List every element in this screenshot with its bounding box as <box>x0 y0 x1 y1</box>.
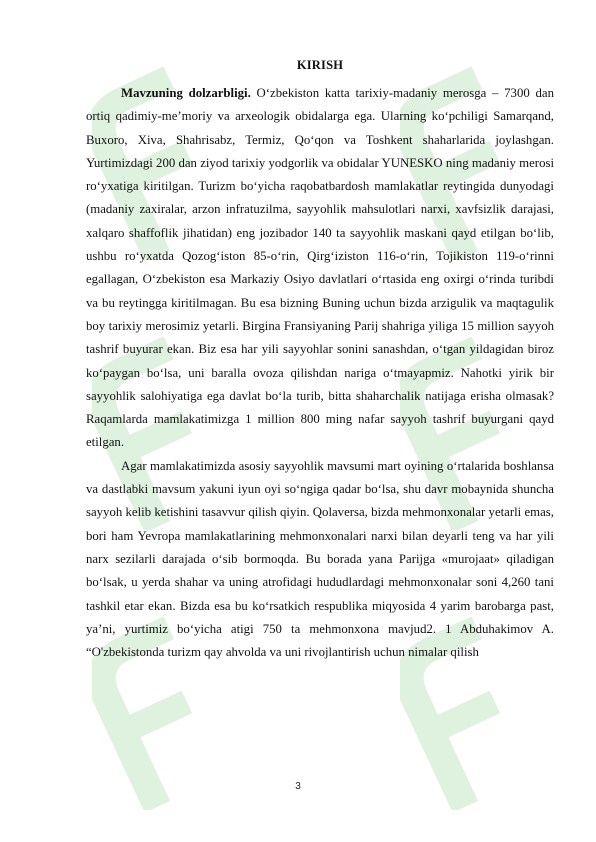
paragraph-body: O‘zbekiston katta tarixiy-madaniy merosga – 7300 dan ortiq qadimiy-me’moriy va arxeologik obidalarga ega. Ularning ko‘pchiligi Samarqand, Buxoro, Xiva, Shahrisabz, Termiz, Qo‘qon va Toshkent shaharlarida joylashgan. Yurtimizdagi 200 dan ziyod tarixiy yodgorlik va obidalar YUNESKO ning madaniy merosi ro‘yxatiga kiritilgan. Turizm bo‘yicha raqobatbardosh mamlakatlar reytingida dunyodagi (madaniy zaxiralar, arzon infratuzilma, sayyohlik mahsulotlari narxi, xavfsizlik darajasi, xalqaro shaffoflik jihatidan) eng jozibador 140 ta sayyohlik maskani qayd etilgan bo‘lib, ushbu ro‘yxatda Qozog‘iston 85-o‘rin, Qirg‘iziston 116-o‘rin, Tojikiston 119-o‘rinni egallagan, O‘zbekiston esa Markaziy Osiyo davlatlari o‘rtasida eng oxirgi o‘rinda turibdi va bu reytingga kiritilmagan. Bu esa bizning Buning uchun bizda arzigulik va maqtagulik boy tarixiy merosimiz yetarli. Birgina Fransiyaning Parij shahriga yiliga 15 million sayyoh tashrif buyurar ekan. Biz esa har yili sayyohlar sonini sanashdan, o‘tgan yildagidan biroz ko‘paygan bo‘lsa, uni baralla ovoza qilishdan nariga o‘tmayapmiz. Nahotki yirik bir sayyohlik salohiyatiga ega davlat bo‘la turib, bitta shaharchalik natijaga erisha olmasak? Raqamlarda mamlakatimizga 1 million 800 ming nafar sayyoh tashrif buyurgani qayd etilgan. <box>86 86 554 450</box>
section-title: KIRISH <box>296 58 344 72</box>
paragraph-relevance <box>86 82 554 455</box>
paragraph-hotels: Agar mamlakatimizda asosiy sayyohlik mavsumi mart oyining o‘rtalarida boshlansa va dastlabki mavsum yakuni iyun oyi so‘ngiga qadar bo‘lsa, shu davr mobaynida shuncha sayyoh kelib ketishini tasavvur qilish qiyin. Qolaversa, bizda mehmonxonalar yetarli emas, bori ham Yevropa mamlakatlarining mehmonxonalari narxi bilan deyarli teng va har yili narx sezilarli darajada o‘sib bormoqda. Bu borada yana Parijga «murojaat» qiladigan bo‘lsak, u yerda shahar va uning atrofidagi hududlardagi mehmonxonalar soni 4,260 tani tashkil etar ekan. Bizda esa bu ko‘rsatkich respublika miqyosida 4 yarim barobarga past, ya’ni, yurtimiz bo‘yicha atigi 750 ta mehmonxona mavjud2. 1 Abduhakimov A. “O'zbekistonda turizm qay ahvolda va uni rivojlantirish uchun nimalar qilish <box>86 458 554 660</box>
paragraph-lead: Mavzuning dolzarbligi. <box>121 86 251 100</box>
page-number: 3 <box>295 781 301 792</box>
document-body <box>86 58 554 664</box>
